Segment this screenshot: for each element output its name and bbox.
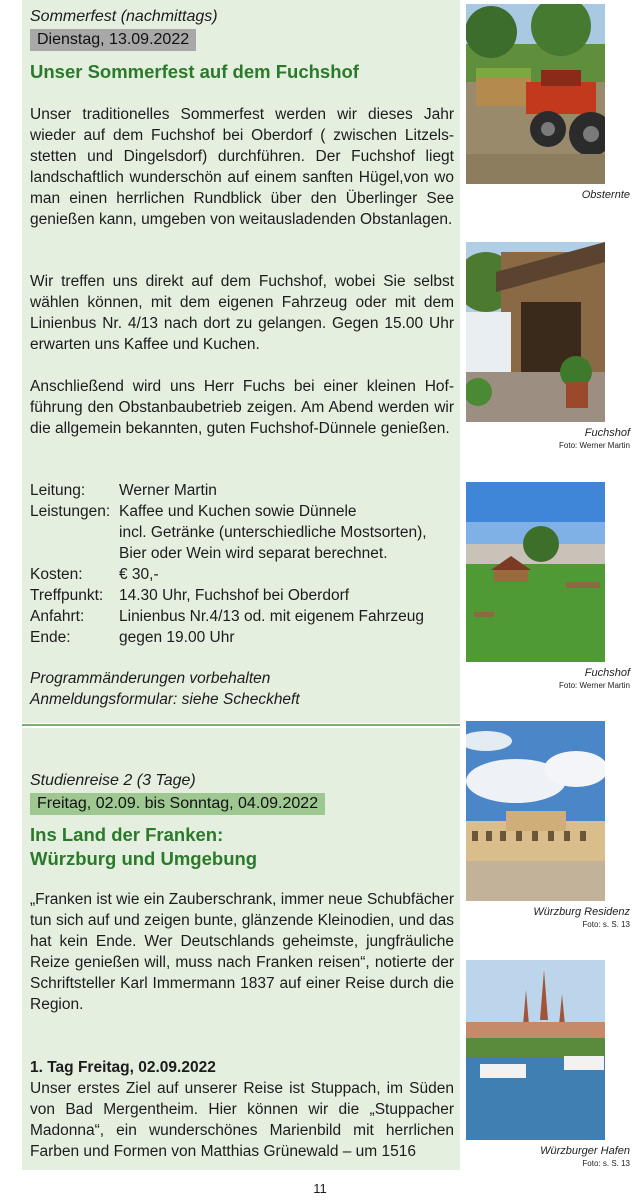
event1-paragraph: Wir treffen uns direkt auf dem Fuchshof, wobei Sie selbst wählen können, mit dem eigenen Fahrzeug oder mit dem Linienbus Nr. 4/13 nach dort zu gelangen. Gegen 15.00 Uhr erwarten uns Kaffee und Kuchen. [30, 273, 454, 353]
photo-credit: Foto: Werner Martin [559, 441, 630, 450]
caption-text: Fuchshof [584, 427, 630, 439]
photo-caption [533, 906, 630, 930]
photo-caption [559, 427, 630, 451]
photo-credit: Foto: s. S. 13 [582, 1159, 630, 1168]
fact-row [30, 543, 454, 564]
harvest-photo [466, 4, 605, 184]
program-note: Programmänderungen vorbehalten [30, 670, 271, 687]
fact-row [30, 501, 454, 522]
registration-note: Anmeldungsformular: siehe Scheckheft [30, 691, 300, 708]
hafen-photo [466, 960, 605, 1140]
fact-value: Werner Martin [119, 482, 217, 499]
event1-paragraph: Anschließend wird uns Herr Fuchs bei einer kleinen Hofführung den Obstanbaubetrieb zeigen. Am Abend werden wir die allgemein bekannten, guten Fuchshof-Dünnele genießen. [30, 378, 454, 437]
fact-label: Kosten: [30, 566, 83, 583]
fact-label: Treffpunkt: [30, 587, 104, 604]
event1-header [30, 7, 454, 84]
event2-quote-block [30, 889, 454, 1015]
fact-value: € 30,- [119, 566, 159, 583]
fact-row [30, 522, 454, 543]
day1-text: Unser erstes Ziel auf unserer Reise ist Stuppach, im Süden von Bad Mergentheim. Hier können wir die „Stuppacher Madonna“, ein wunderschönes Marienbild mit herrlichen Farben und Formen von Matthias Grünewald – um 1516 [30, 1080, 454, 1160]
fact-label [30, 543, 119, 564]
residenz-photo [466, 721, 605, 901]
event2-title-line2: Würzburg und Umgebung [30, 848, 258, 869]
event2-header [30, 771, 454, 871]
fuchshof-photo-1 [466, 242, 605, 422]
event1-date: Dienstag, 13.09.2022 [30, 29, 196, 51]
fact-label: Ende: [30, 629, 71, 646]
fact-value: Kaffee und Kuchen sowie Dünnele [119, 503, 357, 520]
fact-row [30, 606, 454, 627]
photo-caption [582, 189, 630, 202]
event1-facts [30, 480, 454, 648]
fact-value: Linienbus Nr.4/13 od. mit eigenem Fahrzeug [119, 608, 425, 625]
caption-text: Obsternte [581, 189, 630, 201]
event2-title-line1: Ins Land der Franken: [30, 824, 224, 845]
fact-value: gegen 19.00 Uhr [119, 629, 235, 646]
event2-day1 [30, 1057, 454, 1162]
event1-body-2 [30, 271, 454, 355]
fact-value: Bier oder Wein wird separat berechnet. [119, 545, 388, 562]
photo-credit: Foto: s. S. 13 [582, 920, 630, 929]
page-number: 11 [313, 1181, 327, 1196]
fact-label: Leitung: [30, 482, 86, 499]
event2-kicker: Studienreise 2 (3 Tage) [30, 772, 196, 789]
fact-value: incl. Getränke (unterschiedliche Mostsorten), [119, 524, 427, 541]
caption-text: Würzburger Hafen [540, 1145, 630, 1157]
fact-label: Leistungen: [30, 503, 111, 520]
caption-text: Würzburg Residenz [533, 906, 630, 918]
event2-date: Freitag, 02.09. bis Sonntag, 04.09.2022 [30, 793, 325, 815]
event2-quote: „Franken ist wie ein Zauberschrank, immer neue Schubfächer tun sich auf und zeigen bunte, glänzende Kleinodien, und das hat kein Ende. Wer Deutschlands geheimste, jungfräuliche Reize genießen will, muss nach Franken reisen“, notierte der Schriftsteller Karl Immermann 1837 auf einer Reise durch die Region. [30, 891, 454, 1013]
event1-paragraph: Unser traditionelles Sommerfest werden wir dieses Jahr wieder auf dem Fuchshof bei Oberdorf ( zwischen Litzelsstetten und Dingelsdorf) durchführen. Der Fuchshof liegt landschaftlich wunderschön auf einem sanften Hügel,von wo man einen herrlichen Rundblick über den Überlinger See genießen kann, umgeben von weitausladenden Obstanlagen. [30, 106, 454, 228]
fact-row [30, 627, 454, 648]
fact-label: Anfahrt: [30, 608, 85, 625]
fact-row [30, 564, 454, 585]
fact-value: 14.30 Uhr, Fuchshof bei Oberdorf [119, 587, 350, 604]
event1-kicker: Sommerfest (nachmittags) [30, 8, 218, 25]
photo-caption [540, 1145, 630, 1169]
event1-title: Unser Sommerfest auf dem Fuchshof [30, 61, 359, 82]
event1-body [30, 104, 454, 230]
fact-row [30, 585, 454, 606]
event1-notes [30, 668, 454, 710]
fuchshof-photo-2 [466, 482, 605, 662]
fact-label [30, 522, 119, 543]
day1-title: 1. Tag Freitag, 02.09.2022 [30, 1059, 216, 1076]
section-divider [22, 724, 460, 726]
photo-caption [559, 667, 630, 691]
event1-body-3 [30, 376, 454, 439]
caption-text: Fuchshof [584, 667, 630, 679]
fact-row [30, 480, 454, 501]
photo-credit: Foto: Werner Martin [559, 681, 630, 690]
